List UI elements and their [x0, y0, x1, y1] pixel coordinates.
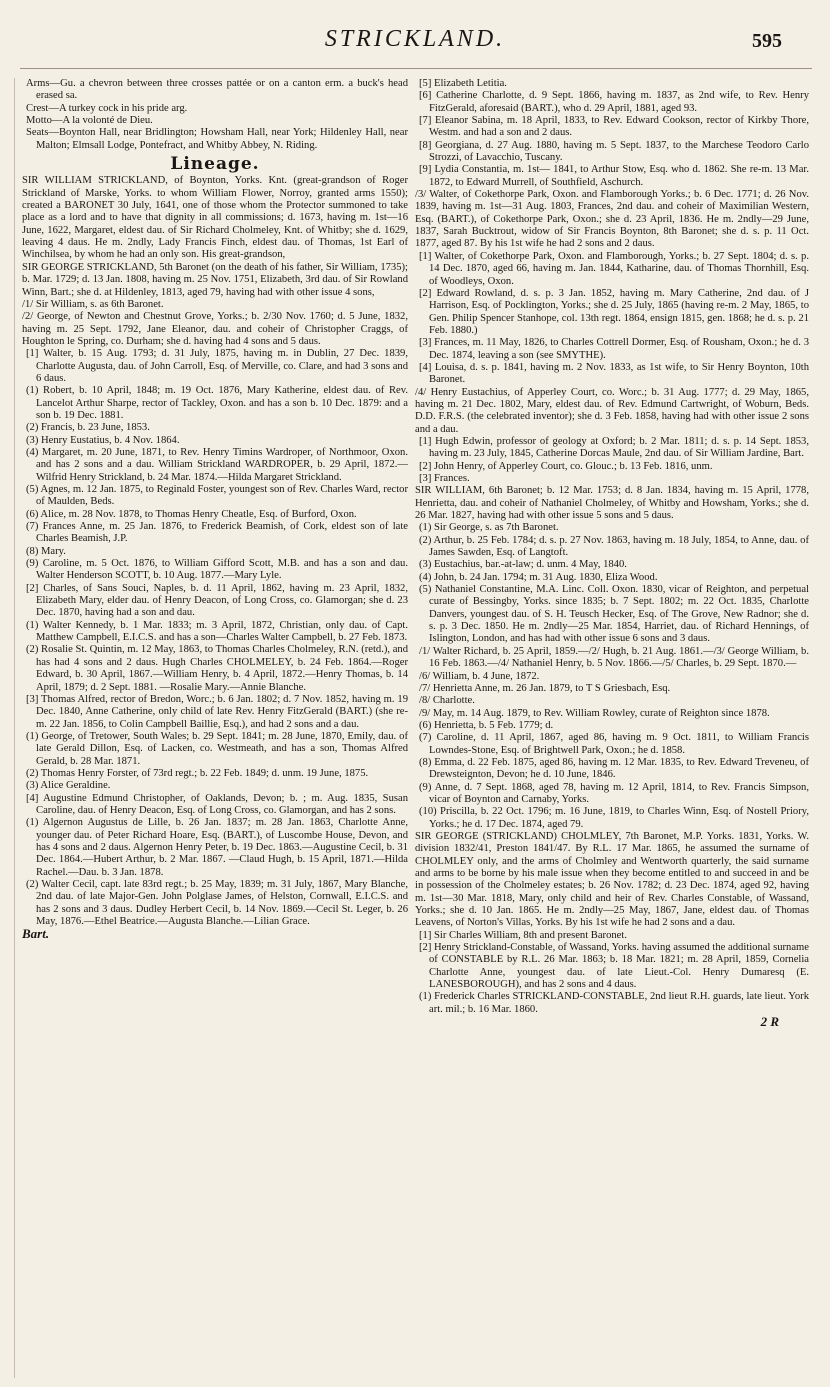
list-item: /9/ May, m. 14 Aug. 1879, to Rev. William Rowley, curate of Reighton since 1878. [419, 707, 770, 719]
list-item: /1/ Sir William, s. as 6th Baronet. [22, 298, 164, 310]
list-item: /3/ Walter, of Cokethorpe Park, Oxon. and Flamborough Yorks.; b. 6 Dec. 1771; d. 26 Nov. 1839, having m. 1st—31 Aug. 1803, Frances, 2nd dau. and coheir of Maximilian Western, Esq. (BART.), of Cokethorpe Park, Oxon.; she d. 23 April, 1836. He m. 2ndly—29 June, 1837, Sarah Bucktrout, widow of Sir Francis Boynton, 8th Baronet; she d. s. p. 11 Oct. 1877, aged 87. By his 1st wife he had 2 sons and 2 daus. [415, 189, 809, 250]
list-item: [4] Louisa, d. s. p. 1841, having m. 2 Nov. 1833, as 1st wife, to Sir Henry Boynton, 10th Baronet. [419, 361, 809, 386]
list-item: [1] Sir Charles William, 8th and present Baronet. [419, 929, 627, 941]
crest-paragraph: Crest—A turkey cock in his pride arg. [26, 102, 188, 114]
list-item: (7) Caroline, d. 11 April, 1867, aged 86, having m. 9 Oct. 1811, to William Francis Lowndes-Stone, Esq. of Brightwell Park, Oxon.; he d. 1858. [419, 732, 809, 756]
list-item: [6] Catherine Charlotte, d. 9 Sept. 1866, having m. 1837, as 2nd wife, to Rev. Henry FitzGerald, aforesaid (BART.), who d. 29 April, 1881, aged 93. [419, 90, 809, 114]
list-item: [9] Lydia Constantia, m. 1st— 1841, to Arthur Stow, Esq. who d. 1862. She re-m. 13 Mar. 1872, to Edward Murrell, of Southfield, Aschurch. [419, 164, 809, 188]
left-footer: Bart. [22, 926, 50, 942]
list-item: (6) Alice, m. 28 Nov. 1878, to Thomas Henry Cheatle, Esq. of Burford, Oxon. [26, 508, 357, 520]
list-item: [3] Thomas Alfred, rector of Bredon, Worc.; b. 6 Jan. 1802; d. 7 Nov. 1852, having m. 19 Dec. 1840, Anne Catherine, only child of late Rev. Henry FitzGerald (BART.) (she re-m. 22 Jan. 1856, to Colin Campbell Baillie, Esq.), and had 2 sons and a dau. [26, 693, 408, 730]
list-item: [1] Walter, of Cokethorpe Park, Oxon. and Flamborough, Yorks.; b. 27 Sept. 1804; d. s. p. 14 Dec. 1870, aged 66, having m. Jan. 1844, Katharine, dau. of Thomas Thornhill, Esq. of Woodleys, Oxon. [419, 250, 809, 287]
page-header [0, 26, 830, 62]
signature-mark: 2 R [760, 1014, 779, 1030]
list-item: /6/ William, b. 4 June, 1872. [419, 670, 540, 682]
list-item: (4) Margaret, m. 20 June, 1871, to Rev. Henry Timins Wardroper, of Northmoor, Oxon. and has 2 sons and a dau. William Strickland WARDROPER, b. 29 April, 1872.—Wilfrid Henry Strickland, b. 24 Mar. 1874.—Hilda Margaret Strickland. [26, 446, 408, 483]
list-item: (8) Emma, d. 22 Feb. 1875, aged 86, having m. 12 Mar. 1835, to Rev. Edward Treveneu, of Drewsteignton, Devon; he d. 10 June, 1846. [419, 756, 809, 781]
list-item: (1) Robert, b. 10 April, 1848; m. 19 Oct. 1876, Mary Katherine, eldest dau. of Rev. Lancelot Arthur Sharpe, rector of Tackley, Oxon. and has a son b. 10 Dec. 1879: and a son b. 19 Dec. 1881. [26, 385, 408, 421]
list-item: (6) Henrietta, b. 5 Feb. 1779; d. [419, 719, 554, 731]
header-rule [20, 68, 812, 69]
list-item: (9) Anne, d. 7 Sept. 1868, aged 78, having m. 12 April, 1814, to Rev. Francis Simpson, vicar of Boynton and Carnaby, Yorks. [419, 781, 809, 805]
paragraph-5th-baronet: SIR GEORGE STRICKLAND, 5th Baronet (on the death of his father, Sir William, 1735); b. Mar. 1729; d. 13 Jan. 1808, having m. 25 Nov. 1751, Elizabeth, 3rd dau. of Sir Rowland Winn, Bart.; she d. at Hildenley, 1813, aged 79, having had with other issue 4 sons, [22, 261, 408, 298]
page-number: 595 [752, 30, 782, 52]
list-item: (2) Rosalie St. Quintin, m. 12 May, 1863, to Thomas Charles Cholmeley, R.N. (retd.), and has had 4 sons and 2 daus. Hugh Charles CHOLMELEY, b. 24 Feb. 1864.—Roger Edward, b. 30 April, 1867.—William Henry, b. 4 April, 1872.—Henry Thomas, b. 14 April, 1879; d. 2 Sept. 1881. —Rosalie Mary.—Annie Blanche. [26, 644, 408, 693]
list-item: (7) Frances Anne, m. 25 Jan. 1876, to Frederick Beamish, of Cork, eldest son of late Charles Beamish, J.P. [26, 521, 408, 545]
list-item: (3) Eustachius, bar.-at-law; d. unm. 4 May, 1840. [419, 559, 627, 571]
list-item: /2/ George, of Newton and Chestnut Grove, Yorks.; b. 2/30 Nov. 1760; d. 5 June, 1832, having m. 25 Sept. 1792, Jane Eleanor, dau. and coheir of Christopher Craggs, of Houghton le Spring, co. Durham; she d. having had 4 sons and 5 daus. [22, 311, 408, 347]
lineage-heading: Lineage. [170, 154, 260, 175]
list-item: (8) Mary. [26, 545, 66, 557]
list-item: [8] Georgiana, d. 27 Aug. 1880, having m. 5 Sept. 1837, to the Marchese Teodoro Carlo Strozzi, of Lavacchio, Tuscany. [419, 139, 809, 164]
paragraph-6th-baronet: SIR WILLIAM, 6th Baronet; b. 12 Mar. 1753; d. 8 Jan. 1834, having m. 15 April, 1778, Henrietta, dau. and coheir of Nathaniel Cholmeley, of Whitby and Howsham, Yorks.; she d. 26 Mar. 1827, having had with other issue 5 sons and 5 daus. [415, 485, 809, 522]
list-item: [3] Frances, m. 11 May, 1826, to Charles Cottrell Dormer, Esq. of Rousham, Oxon.; he d. 3 Dec. 1874, leaving a son (see SMYTHE). [419, 337, 809, 361]
list-item: [2] Edward Rowland, d. s. p. 3 Jan. 1852, having m. Mary Catherine, 2nd dau. of J Harrison, Esq. of Pocklington, Yorks.; she d. 25 July, 1865 (having re-m. 2 May, 1865, to Gen. Philip Spencer Stanhope, col. 13th regt. 1864, ensign 1815, gen. 1868; he d. s. p. 21 Feb. 1880.) [419, 287, 809, 336]
list-item: (3) Alice Geraldine. [26, 780, 111, 792]
list-item: (2) Thomas Henry Forster, of 73rd regt.; b. 22 Feb. 1849; d. unm. 19 June, 1875. [26, 767, 369, 779]
motto-paragraph: Motto—A la volonté de Dieu. [26, 115, 153, 127]
list-item: (5) Nathaniel Constantine, M.A. Linc. Coll. Oxon. 1830, vicar of Reighton, and perpetual curate of Bessingby, Yorks. since 1835; b. 7 Sept. 1802; m. 22 Oct. 1835, Charlotte Danvers, youngest dau. of S. H. Teusch Hecker, Esq. of The Grove, New Radnor; she d. s. p. 3 Dec. 1850. He m. 2ndly—25 Mar. 1854, Harriet, dau. of Richard Hennings, of Islington, London, and has had with other issue 6 sons and 3 daus. [419, 584, 809, 645]
list-item: /1/ Walter Richard, b. 25 April, 1859.—/2/ Hugh, b. 21 Aug. 1861.—/3/ George William, b. 16 Feb. 1863.—/4/ Nathaniel Henry, b. 5 Nov. 1866.—/5/ Charles, b. 29 Sept. 1870.— [419, 645, 809, 670]
list-item: [2] John Henry, of Apperley Court, co. Glouc.; b. 13 Feb. 1816, unm. [419, 460, 713, 472]
list-item: (1) Sir George, s. as 7th Baronet. [419, 522, 559, 534]
paragraph-7th-baronet: SIR GEORGE (STRICKLAND) CHOLMLEY, 7th Baronet, M.P. Yorks. 1831, Yorks. W. division 1832/41, Preston 1841/47. By R.L. 17 Mar. 1865, he assumed the surname of CHOLMLEY only, and the arms of Cholmley and Wentworth quarterly, the said surname and arms to be borne by his male issue when they become entitled to and succeed in and be in possession of the Cholmeley estates; b. 26 Nov. 1782; d. 23 Dec. 1874, aged 92, having m. 1st—30 Mar. 1818, Mary, only child and heir of Rev. Charles Constable, of Wassand, Yorks.; she d. 10 Jan. 1865. He m. 2ndly—25 May, 1867, Jane, eldest dau. of Thomas Leavens, of Norton's Villas, Yorks. By his 1st wife he had 2 sons and a dau. [415, 830, 809, 929]
left-column [22, 78, 408, 941]
margin-line [14, 78, 15, 1378]
list-item: (2) Arthur, b. 25 Feb. 1784; d. s. p. 27 Nov. 1863, having m. 18 July, 1854, to Anne, dau. of James Sawden, Esq. of Langtoft. [419, 534, 809, 559]
list-item: (10) Priscilla, b. 22 Oct. 1796; m. 16 June, 1819, to Charles Winn, Esq. of Nostell Priory, Yorks.; he d. 17 Dec. 1874, aged 79. [419, 806, 809, 830]
list-item: (2) Walter Cecil, capt. late 83rd regt.; b. 25 May, 1839; m. 31 July, 1867, Mary Blanche, 2nd dau. of late Major-Gen. John Polglase James, of Helston, Cornwall, E.I.C.S. and has 2 sons and 3 daus. Dudley Herbert Cecil, b. 14 Nov. 1869.—Cecil St. Leger, b. 26 May, 1876.—Ethel Beatrice.—Augusta Blanche.—Lilian Grace. [26, 879, 408, 928]
list-item: (2) Francis, b. 23 June, 1853. [26, 422, 150, 434]
list-item: (1) Walter Kennedy, b. 1 Mar. 1833; m. 3 April, 1872, Christian, only dau. of Capt. Matthew Campbell, E.I.C.S. and has a son—Charles Walter Campbell, b. 27 Feb. 1873. [26, 619, 408, 644]
list-item: [2] Henry Strickland-Constable, of Wassand, Yorks. having assumed the additional surname of CONSTABLE by R.L. 26 Mar. 1863; b. 18 Mar. 1821; m. 28 April, 1859, Cornelia Charlotte Anne, youngest dau. of late Lieut.-Col. Henry Dumaresq (E. LANESBOROUGH), and has 2 sons and 4 daus. [419, 942, 809, 991]
list-item: [2] Charles, of Sans Souci, Naples, b. d. 11 April, 1862, having m. 23 April, 1832, Elizabeth Mary, elder dau. of Henry Deacon, of Long Cross, co. Glamorgan; she d. 23 Dec. 1870, having had a son and dau. [26, 582, 408, 619]
list-item: (1) Frederick Charles STRICKLAND-CONSTABLE, 2nd lieut R.H. guards, late lieut. York art. mil.; b. 16 Mar. 1860. [419, 991, 809, 1015]
list-item: [4] Augustine Edmund Christopher, of Oaklands, Devon; b. ; m. Aug. 1835, Susan Caroline, dau. of Henry Deacon, Esq. of Long Cross, co. Glamorgan, and has 2 sons. [26, 792, 408, 816]
list-item: [1] Hugh Edwin, professor of geology at Oxford; b. 2 Mar. 1811; d. s. p. 14 Sept. 1853, having m. 23 July, 1845, Catherine Dorcas Maule, 2nd dau. of Sir William Jardine, Bart. [419, 435, 809, 460]
list-item: /8/ Charlotte. [419, 695, 475, 707]
paragraph-founder: SIR WILLIAM STRICKLAND, of Boynton, Yorks. Knt. (great-grandson of Roger Strickland of Marske, Yorks. to whom William Flower, Norroy, granted arms 1550); created a BARONET 30 July, 1641, one of those whom the Protector summoned to take place as a lord and to have that dignity in all commissions; d. 1673, having m. 1st—16 June, 1622, Margaret, eldest dau. of Sir Richard Cholmeley, Knt. of Whitby; she d. 1629, leaving 4 daus. He m. 2ndly, Lady Francis Finch, eldest dau. of Thomas, 1st Earl of Winchilsea, by whom he had an only son. His great-grandson, [22, 175, 408, 261]
page-title: STRICKLAND. [324, 26, 506, 52]
list-item: /7/ Henrietta Anne, m. 26 Jan. 1879, to T S Griesbach, Esq. [419, 682, 671, 694]
list-item: (3) Henry Eustatius, b. 4 Nov. 1864. [26, 434, 180, 446]
list-item: (1) George, of Tretower, South Wales; b. 29 Sept. 1841; m. 28 June, 1870, Emily, dau. of late Gerald Dillon, Esq. of Lacken, co. Westmeath, and has a son, Thomas Alfred Gerald, b. 28 Mar. 1871. [26, 730, 408, 767]
list-item: /4/ Henry Eustachius, of Apperley Court, co. Worc.; b. 31 Aug. 1777; d. 29 May, 1865, having m. 21 Dec. 1802, Mary, eldest dau. of Rev. Edmund Cartwright, of Woburn, Beds. D.D. F.R.S. (the celebrated inventor); she d. 3 Feb. 1858, having had with other issue 2 sons and a dau. [415, 386, 809, 435]
seats-paragraph: Seats—Boynton Hall, near Bridlington; Howsham Hall, near York; Hildenley Hall, near Malton; Elmsall Lodge, Pontefract, and Whitby Abbey, N. Riding. [26, 127, 408, 151]
list-item: [7] Eleanor Sabina, m. 18 April, 1833, to Rev. Edward Cookson, rector of Kirkby Thore, Westm. and had a son and 2 daus. [419, 115, 809, 139]
list-item: (1) Algernon Augustus de Lille, b. 26 Jan. 1837; m. 28 Jan. 1863, Charlotte Anne, younger dau. of Peter Richard Hoare, Esq. (BART.), of Luscombe House, Devon, and has 4 sons and 2 daus. Algernon Henry Peter, b. 19 Dec. 1863.—Augustine Cecil, b. 31 Dec. 1864.—Hubert Arthur, b. 2 Mar. 1867. —Claud Hugh, b. 15 April, 1871.—Hilda Rachel.—Dau. b. 3 Jan. 1878. [26, 817, 408, 878]
right-column [415, 78, 809, 1028]
arms-paragraph: Arms—Gu. a chevron between three crosses pattée or on a canton erm. a buck's head erased sa. [26, 78, 408, 102]
list-item: (4) John, b. 24 Jan. 1794; m. 31 Aug. 1830, Eliza Wood. [419, 571, 658, 583]
list-item: (5) Agnes, m. 12 Jan. 1875, to Reginald Foster, youngest son of Rev. Charles Ward, rector of Maulden, Beds. [26, 484, 408, 508]
list-item: [1] Walter, b. 15 Aug. 1793; d. 31 July, 1875, having m. in Dublin, 27 Dec. 1839, Charlotte Augusta, dau. of John Carroll, Esq. of Merville, co. Clare, and had 3 sons and 6 daus. [26, 348, 408, 384]
list-item: (9) Caroline, m. 5 Oct. 1876, to William Gifford Scott, M.B. and has a son and dau. Walter Henderson SCOTT, b. 10 Aug. 1877.—Mary Lyle. [26, 558, 408, 582]
list-item: [3] Frances. [419, 473, 470, 484]
list-item: [5] Elizabeth Letitia. [419, 78, 507, 89]
